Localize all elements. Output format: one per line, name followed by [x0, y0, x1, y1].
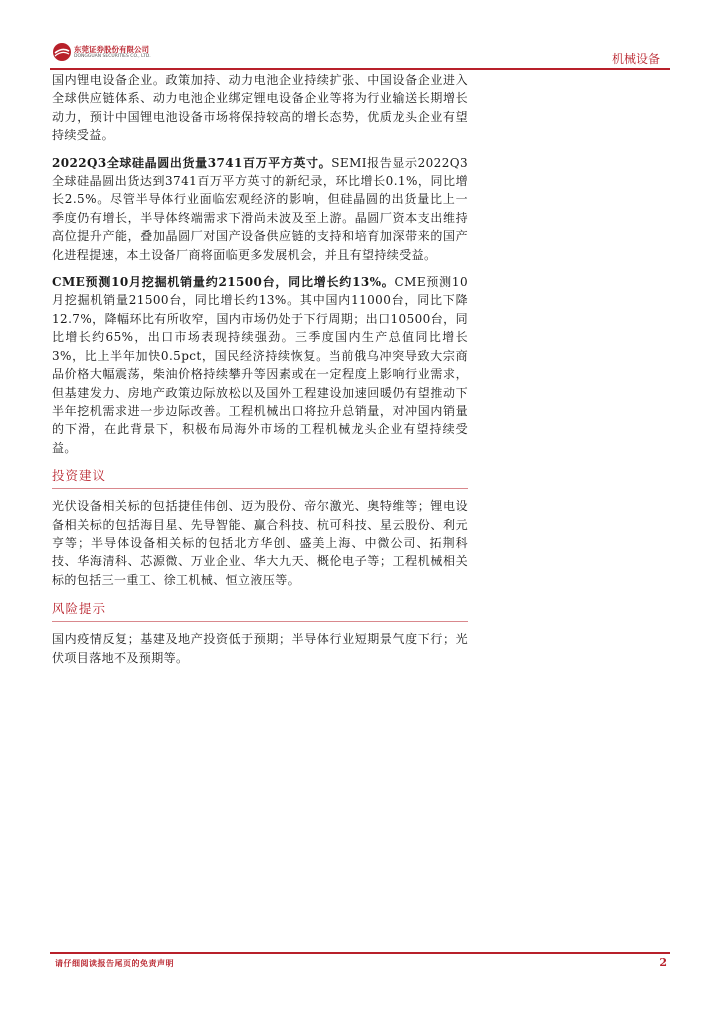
company-logo	[52, 42, 192, 64]
report-body	[52, 71, 468, 676]
paragraph-investment: 光伏设备相关标的包括捷佳伟创、迈为股份、帝尔激光、奥特维等；锂电设备相关标的包括海目星、先导智能、赢合科技、杭可科技、星云股份、利元亨等；半导体设备相关标的包括北方华创、盛美上海、中微公司、拓荆科技、华海清科、芯源微、万业企业、华大九天、概伦电子等；工程机械相关标的包括三一重工、徐工机械、恒立液压等。	[52, 499, 468, 587]
paragraph-risk: 国内疫情反复；基建及地产投资低于预期；半导体行业短期景气度下行；光伏项目落地不及预期等。	[52, 632, 468, 665]
paragraph-excavator-lead: CME预测10月挖掘机销量约21500台，同比增长约13%。	[52, 275, 395, 290]
section-title-risk: 风险提示	[52, 599, 468, 622]
paragraph-lithium: 国内锂电设备企业。政策加持、动力电池企业持续扩张、中国设备企业进入全球供应链体系、动力电池企业绑定锂电设备企业等将为行业输送长期增长动力，预计中国锂电池设备市场将保持较高的增长态势，优质龙头企业有望持续受益。	[52, 73, 468, 143]
paragraph-excavator	[52, 273, 468, 457]
footer-divider	[50, 952, 670, 954]
company-name-en: DONGGUAN SECURITIES CO., LTD.	[74, 54, 151, 59]
paragraph-wafer	[52, 154, 468, 264]
page-header	[50, 40, 670, 70]
section-title-investment: 投资建议	[52, 466, 468, 489]
footer-disclaimer: 请仔细阅读报告尾页的免责声明	[55, 959, 174, 968]
logo-emblem-icon	[52, 42, 72, 62]
company-name-cn: 东莞证券股份有限公司	[74, 45, 149, 54]
paragraph-wafer-text: SEMI报告显示2022Q3全球硅晶圆出货达到3741百万平方英寸的新纪录，环比增长0.1%，同比增长2.5%。尽管半导体行业面临宏观经济的影响，但硅晶圆的出货量比上一季度仍有增长，半导体终端需求下滑尚未波及至上游。晶圆厂资本支出维持高位提升产能，叠加晶圆厂对国产设备供应链的支持和培育加深带来的国产化进程提速，本土设备厂商将面临更多发展机会，并且有望持续受益。	[52, 155, 468, 262]
paragraph-wafer-lead: 2022Q3全球硅晶圆出货量3741百万平方英寸。	[52, 155, 332, 170]
paragraph-excavator-text: CME预测10月挖掘机销量21500台，同比增长约13%。其中国内11000台，同比下降12.7%，降幅环比有所收窄，国内市场仍处于下行周期；出口10500台，同比增长约65%，出口市场表现持续强劲。三季度国内生产总值同比增长3%，比上半年加快0.5pct，国民经济持续恢复。当前俄乌冲突导致大宗商品价格大幅震荡，柴油价格持续攀升等因素或在一定程度上影响行业需求，但基建发力、房地产政策边际放松以及国外工程建设加速回暖仍有望推动下半年挖机需求进一步边际改善。工程机械出口将拉升总销量，对冲国内销量的下滑，在此背景下，积极布局海外市场的工程机械龙头企业有望持续受益。	[52, 275, 468, 455]
page-number: 2	[659, 956, 667, 969]
report-category: 机械设备	[611, 52, 660, 66]
header-divider	[50, 68, 670, 70]
